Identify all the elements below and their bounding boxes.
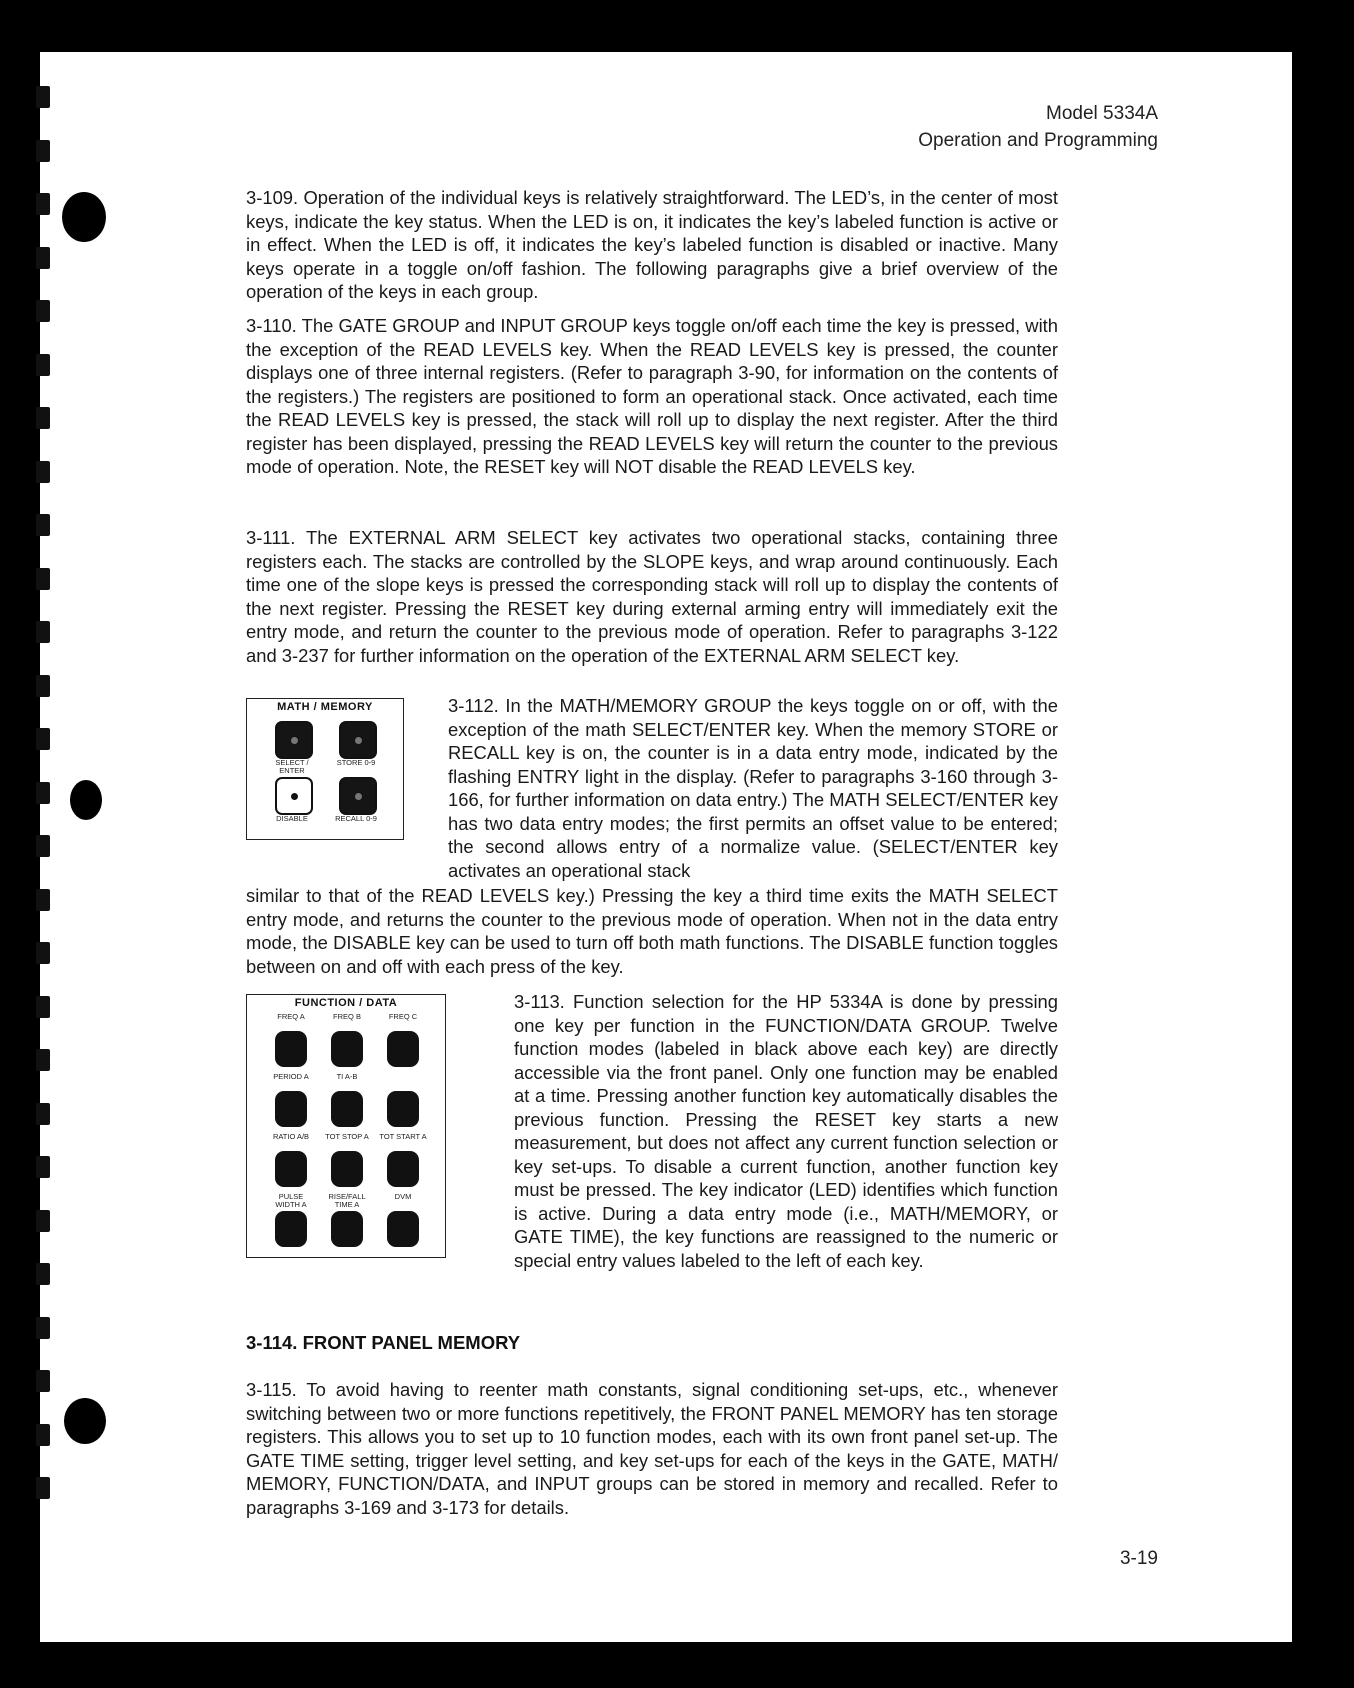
binding-hole — [36, 1156, 50, 1178]
function-key — [331, 1091, 363, 1127]
store-key — [339, 721, 377, 759]
ink-blot — [62, 192, 106, 242]
binding-hole — [36, 193, 50, 215]
function-key — [387, 1211, 419, 1247]
ink-blot — [64, 1398, 106, 1444]
binding-hole — [36, 1263, 50, 1285]
binding-hole — [36, 675, 50, 697]
function-key-label: PERIOD A — [273, 1072, 309, 1081]
binding-hole — [36, 1370, 50, 1392]
binding-hole — [36, 1049, 50, 1071]
select-enter-key — [275, 721, 313, 759]
binding-hole — [36, 568, 50, 590]
disable-label: DISABLE — [276, 814, 308, 823]
binding-hole — [36, 942, 50, 964]
function-key-label: TI A-B — [336, 1072, 358, 1081]
binding-hole — [36, 1103, 50, 1125]
store-label: STORE 0-9 — [336, 758, 376, 767]
function-key-label: RISE/FALL TIME A — [328, 1192, 366, 1209]
function-key — [275, 1091, 307, 1127]
model-label: Model 5334A — [1046, 103, 1158, 124]
ink-blot — [70, 780, 102, 820]
binding-hole — [36, 1477, 50, 1499]
binding-hole — [36, 86, 50, 108]
recall-label: RECALL 0-9 — [335, 814, 377, 823]
paragraph-3-110: 3-110. The GATE GROUP and INPUT GROUP keys toggle on/off each time the key is pressed, with the exception of the READ LEVELS key. When the READ LEVELS key is pressed, the counter displays one of three internal registers. (Refer to paragraph 3-90, for information on the contents of the registers.) The registers are positioned to form an operational stack. Once activated, each time the READ LEVELS key is pressed, the stack will roll up to display the next register. After the third register has been displayed, pressing the READ LEVELS key will return the counter to the previous mode of operation. Note, the RESET key will NOT disable the READ LEVELS key. — [246, 315, 1058, 477]
function-panel-title: FUNCTION / DATA — [294, 997, 398, 1009]
binding-hole — [36, 782, 50, 804]
binding-hole — [36, 407, 50, 429]
binding-hole — [36, 728, 50, 750]
function-key-label: TOT START A — [379, 1132, 427, 1141]
function-key — [387, 1091, 419, 1127]
function-key — [387, 1031, 419, 1067]
binding-hole — [36, 621, 50, 643]
math-panel-title: MATH / MEMORY — [277, 701, 373, 713]
binding-hole — [36, 461, 50, 483]
paragraph-3-112-cont: similar to that of the READ LEVELS key.) Pressing the key a third time exits the MATH SELECT entry mode, and returns the counter to the previous mode of operation. When not in the data entry mode, the DISABLE key can be used to turn off both math functions. The DISABLE function toggles between on and off with each press of the key. — [246, 885, 1058, 977]
recall-key — [339, 777, 377, 815]
section-heading-3-114: 3-114. FRONT PANEL MEMORY — [246, 1332, 521, 1353]
binding-hole — [36, 140, 50, 162]
binding-hole — [36, 889, 50, 911]
select-enter-label: SELECT / ENTER — [275, 758, 309, 775]
function-key-label: FREQ C — [388, 1012, 418, 1021]
page-number: 3-19 — [1119, 1548, 1158, 1569]
binding-hole — [36, 1317, 50, 1339]
paragraph-3-109: 3-109. Operation of the individual keys is relatively straightforward. The LED’s, in the center of most keys, indicate the key status. When the LED is on, it indicates the key’s labeled function is active or in effect. When the LED is off, it indicates the key’s labeled function is disabled or inactive. Many keys operate in a toggle on/off fashion. The following paragraphs give a brief overview of the operation of the keys in each group. — [246, 187, 1058, 302]
function-key — [275, 1211, 307, 1247]
binding-hole — [36, 996, 50, 1018]
binding-hole — [36, 247, 50, 269]
binding-hole — [36, 1424, 50, 1446]
function-key-label: RATIO A/B — [272, 1132, 310, 1141]
section-label: Operation and Programming — [918, 130, 1158, 151]
page-header — [918, 100, 1158, 154]
function-data-panel-figure — [246, 994, 446, 1258]
function-key — [331, 1031, 363, 1067]
paragraph-3-113: 3-113. Function selection for the HP 5334A is done by pressing one key per function in the FUNCTION/DATA GROUP. Twelve function modes (labeled in black above each key) are directly accessible via the front panel. Only one function may be enabled at a time. Pressing another function key automatically disables the previous function. Pressing the RESET key starts a new measurement, but does not affect any current function selection or key set-ups. To disable a current function, another function key must be pressed. The key indicator (LED) identifies which function is active. During a data entry mode (i.e., MATH/MEMORY, or GATE TIME), the key functions are reassigned to the numeric or special entry values labeled to the left of each key. — [514, 991, 1058, 1271]
function-key — [275, 1151, 307, 1187]
document-page — [40, 52, 1292, 1642]
binding-hole — [36, 300, 50, 322]
function-key-label: FREQ B — [333, 1012, 361, 1021]
binding-hole — [36, 835, 50, 857]
function-key — [331, 1211, 363, 1247]
function-key — [275, 1031, 307, 1067]
binding-hole — [36, 1210, 50, 1232]
function-key-label: TOT STOP A — [325, 1132, 369, 1141]
function-key-label: PULSE WIDTH A — [275, 1192, 307, 1209]
binding-holes — [24, 40, 64, 1600]
paragraph-3-112-side: 3-112. In the MATH/MEMORY GROUP the keys toggle on or off, with the exception of the math SELECT/ENTER key. When the memory STORE or RECALL key is on, the counter is in a data entry mode, indicated by the flashing ENTRY light in the display. (Refer to paragraphs 3-160 through 3-166, for further information on data entry.) The MATH SELECT/ENTER key has two data entry modes; the first permits an offset value to be entered; the second allows entry of a normalize value. (SELECT/ENTER key activates an operational stack — [448, 695, 1058, 881]
disable-key — [275, 777, 313, 815]
paragraph-3-111: 3-111. The EXTERNAL ARM SELECT key activates two operational stacks, containing three registers each. The stacks are controlled by the SLOPE keys, and wrap around continuously. Each time one of the slope keys is pressed the corresponding stack will roll up to display the contents of the next register. Pressing the RESET key during external arming entry will immediately exit the entry mode, and return the counter to the previous mode of operation. Refer to paragraphs 3-122 and 3-237 for further information on the operation of the EXTERNAL ARM SELECT key. — [246, 527, 1058, 666]
function-key-label: DVM — [394, 1192, 412, 1201]
paragraph-3-115: 3-115. To avoid having to reenter math constants, signal conditioning set-ups, etc., whenever switching between two or more functions repetitively, the FRONT PANEL MEMORY has ten storage registers. This allows you to set up to 10 function modes, each with its own front panel set-up. The GATE TIME setting, trigger level setting, and key set-ups for each of the keys in the GATE, MATH/ MEMORY, FUNCTION/DATA, and INPUT groups can be stored in memory and recalled. Refer to paragraphs 3-169 and 3-173 for details. — [246, 1379, 1058, 1518]
function-key-label: FREQ A — [277, 1012, 305, 1021]
binding-hole — [36, 514, 50, 536]
math-memory-panel-figure — [246, 698, 404, 840]
function-key — [331, 1151, 363, 1187]
function-key — [387, 1151, 419, 1187]
binding-hole — [36, 354, 50, 376]
